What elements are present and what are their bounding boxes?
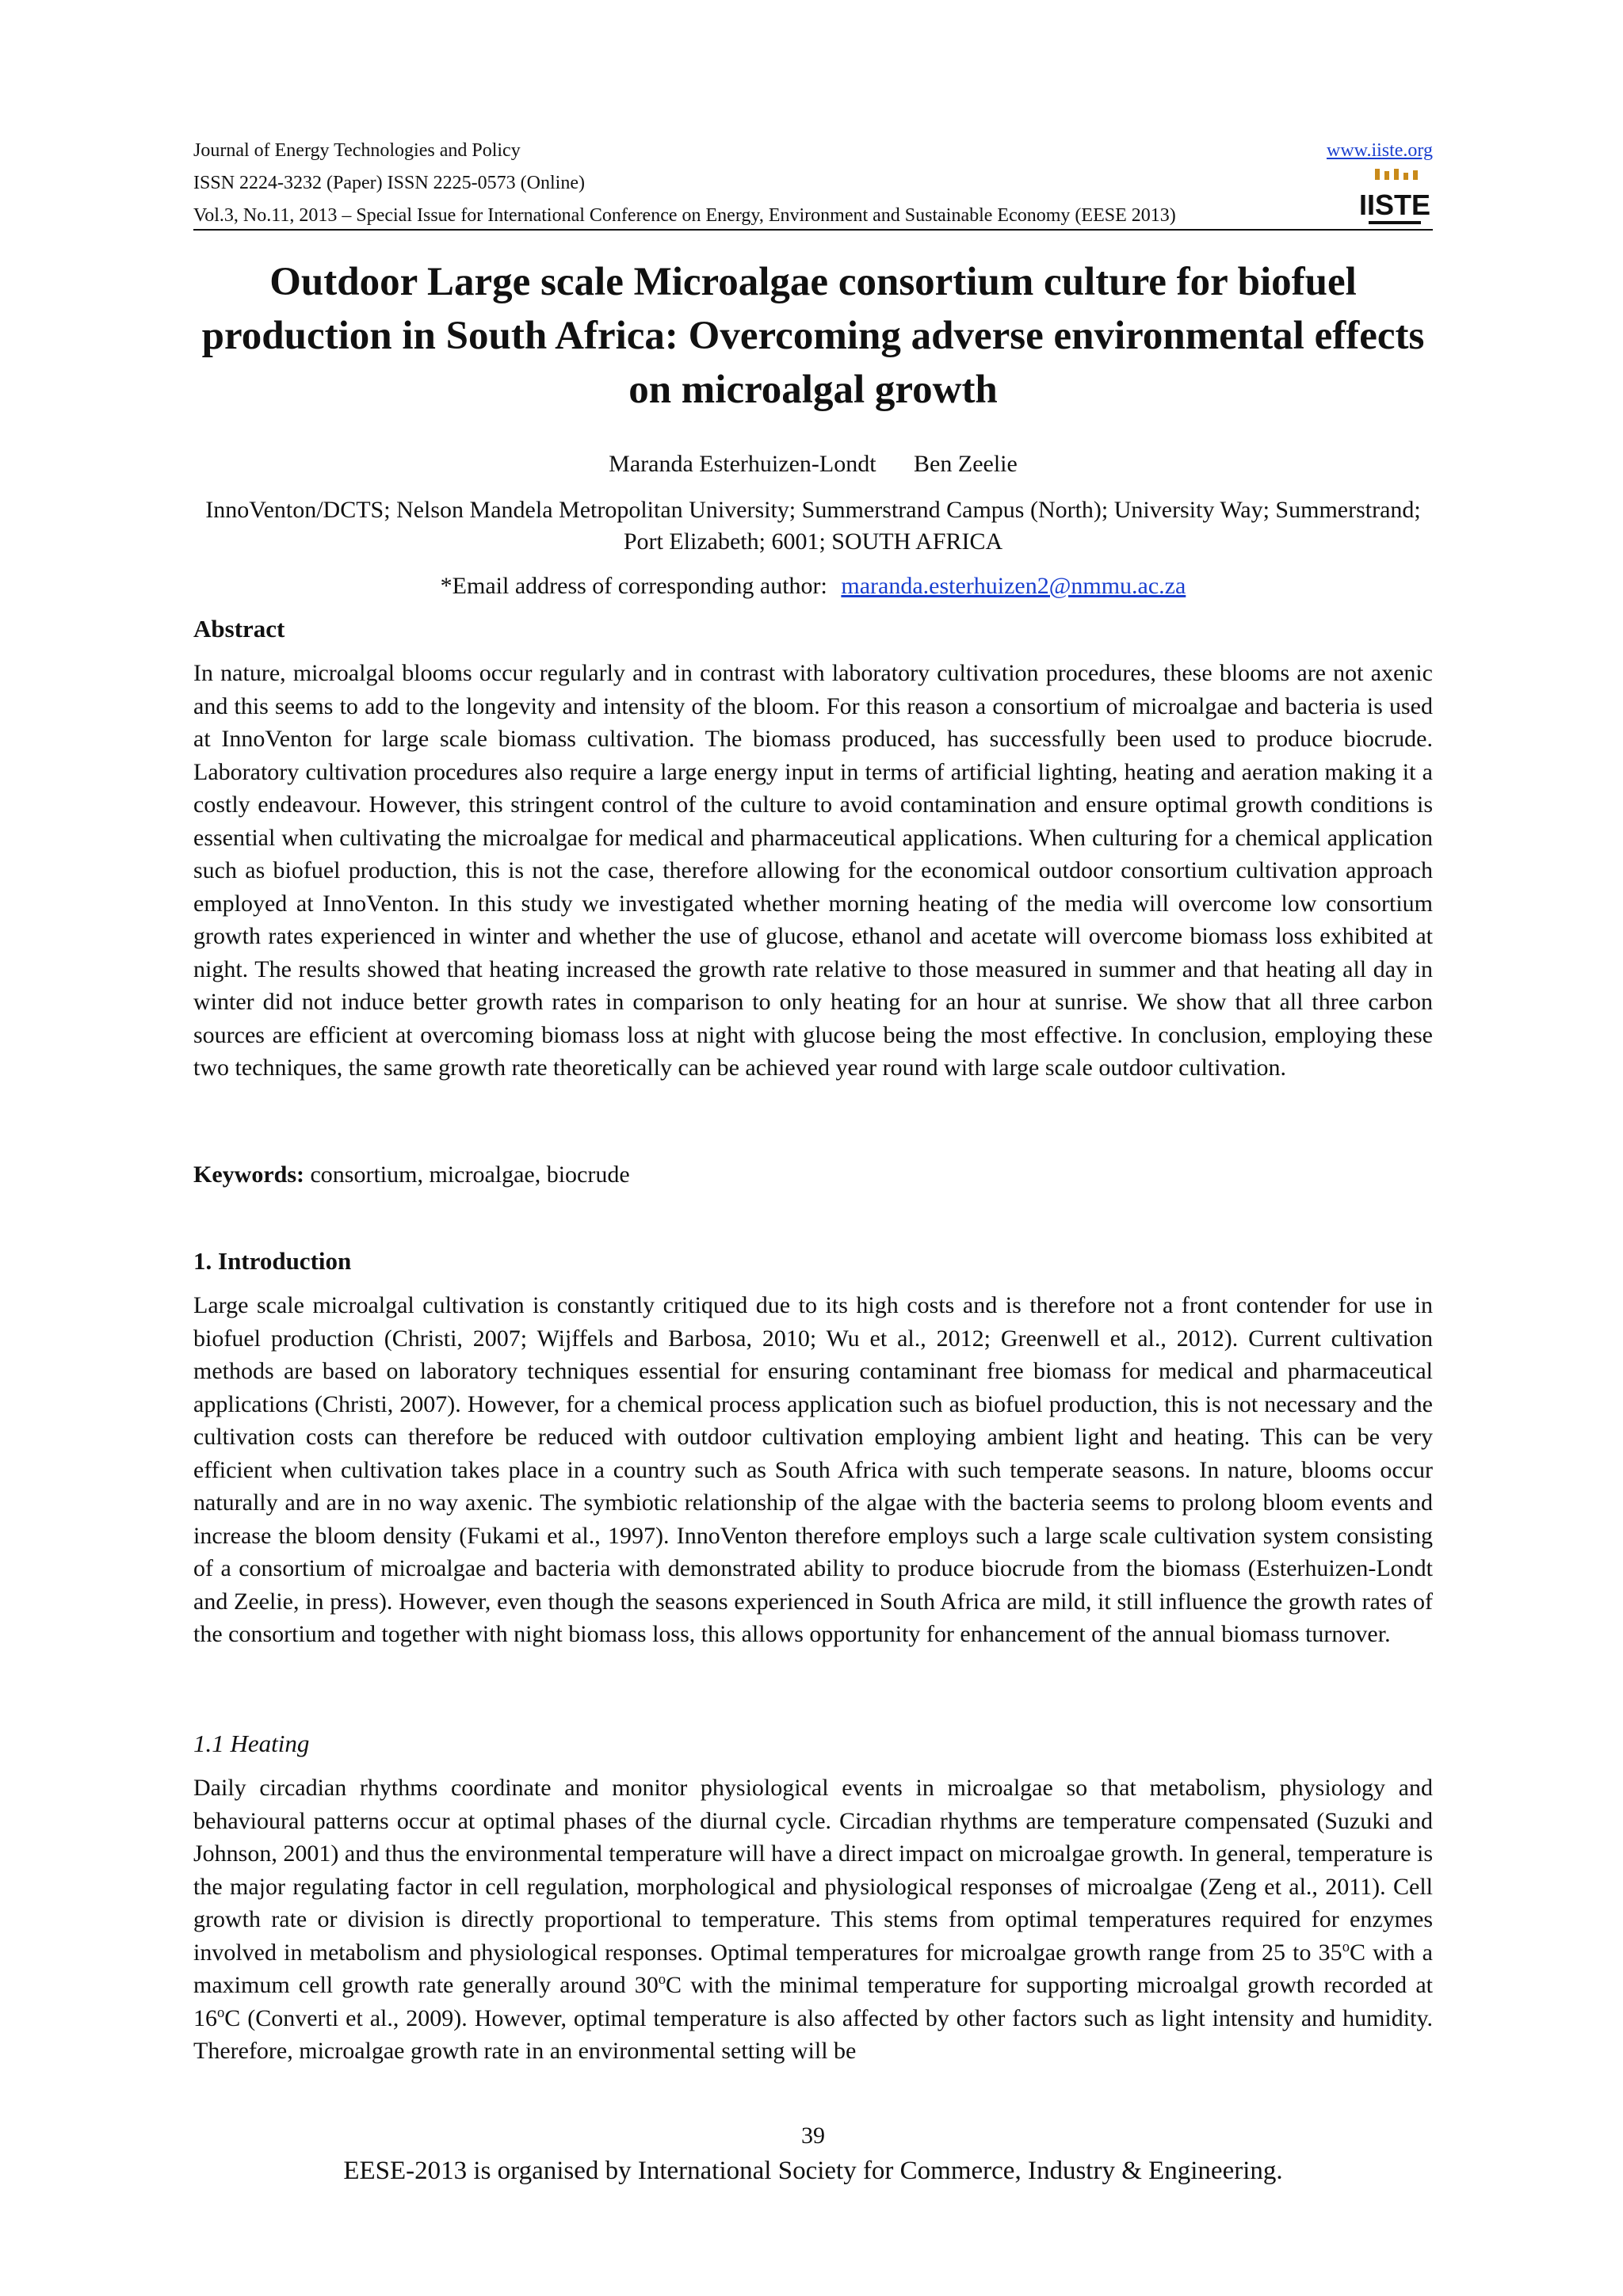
volume-line: Vol.3, No.11, 2013 – Special Issue for International Conference on Energy, Environment and Sustainable Economy (EESE 2013) bbox=[193, 205, 1176, 226]
issn-line: ISSN 2224-3232 (Paper) ISSN 2225-0573 (Online) bbox=[193, 173, 585, 193]
header-divider bbox=[193, 229, 1433, 231]
author-name: Maranda Esterhuizen-Londt bbox=[609, 451, 876, 477]
degree-superscript: o bbox=[217, 2004, 225, 2021]
heating-text-part: C (Converti et al., 2009). However, optimal temperature is also affected by other factors such as light intensity and humidity. Therefore, microalgae growth rate in an environmental setting will be bbox=[193, 2004, 1433, 2064]
section-heading-introduction: 1. Introduction bbox=[193, 1247, 352, 1275]
email-label: *Email address of corresponding author: bbox=[440, 573, 827, 599]
running-header bbox=[193, 135, 1433, 232]
degree-superscript: o bbox=[1342, 1938, 1350, 1955]
author-name: Ben Zeelie bbox=[914, 451, 1018, 477]
subsection-heading-heating: 1.1 Heating bbox=[193, 1730, 310, 1757]
email-link[interactable]: maranda.esterhuizen2@nmmu.ac.za bbox=[841, 573, 1186, 599]
affiliation: InnoVenton/DCTS; Nelson Mandela Metropolitan University; Summerstrand Campus (North); University Way; Summerstrand; Port Elizabeth; 6001; SOUTH AFRICA bbox=[205, 497, 1421, 555]
page-number: 39 bbox=[801, 2122, 825, 2149]
heating-text-part: C with a maximum cell growth rate generally around 30 bbox=[193, 1939, 1433, 1998]
degree-superscript: o bbox=[658, 1971, 666, 1988]
abstract-heading: Abstract bbox=[193, 615, 285, 643]
corresponding-email bbox=[193, 570, 1433, 602]
heating-text-part: C with the minimal temperature for supporting microalgal growth recorded at 16 bbox=[193, 1972, 1433, 2031]
keywords-text: consortium, microalgae, biocrude bbox=[310, 1161, 630, 1188]
paper-title: Outdoor Large scale Microalgae consortium culture for biofuel production in South Africa: Overcoming adverse environmental effects on microalgal growth bbox=[201, 260, 1425, 412]
author-list bbox=[193, 448, 1433, 480]
heating-body bbox=[193, 1772, 1433, 2068]
footer-organiser: EESE-2013 is organised by International Society for Commerce, Industry & Engineering. bbox=[343, 2157, 1283, 2185]
keywords-label: Keywords: bbox=[193, 1161, 304, 1188]
journal-website-link[interactable]: www.iiste.org bbox=[1327, 140, 1433, 161]
journal-name: Journal of Energy Technologies and Policy bbox=[193, 140, 521, 161]
keywords bbox=[193, 1159, 1433, 1191]
iiste-logo bbox=[1358, 169, 1431, 226]
introduction-body: Large scale microalgal cultivation is constantly critiqued due to its high costs and is therefore not a front contender for use in biofuel production (Christi, 2007; Wijffels and Barbosa, 2010; Wu et al., 2012; Greenwell et al., 2012). Current cultivation methods are based on laboratory techniques essential for ensuring contaminant free biomass for medical and pharmaceutical applications (Christi, 2007). However, for a chemical process application such as biofuel production, this is not necessary and the cultivation costs can therefore be reduced with outdoor cultivation employing ambient light and heating. This can be very efficient when cultivation takes place in a country such as South Africa with such temperate seasons. In nature, blooms occur naturally and are in no way axenic. The symbiotic relationship of the algae with the bacteria seems to prolong bloom events and increase the bloom density (Fukami et al., 1997). InnoVenton therefore employs such a large scale cultivation system consisting of a consortium of microalgae and bacteria with demonstrated ability to produce biocrude from the biomass (Esterhuizen-Londt and Zeelie, in press). However, even though the seasons experienced in South Africa are mild, it still influence the growth rates of the consortium and together with night biomass loss, this allows opportunity for enhancement of the annual biomass turnover. bbox=[193, 1292, 1433, 1647]
heating-text-part: Daily circadian rhythms coordinate and monitor physiological events in microalgae so that metabolism, physiology and behavioural patterns occur at optimal phases of the diurnal cycle. Circadian rhythms are temperature compensated (Suzuki and Johnson, 2001) and thus the environmental temperature will have a direct impact on microalgae growth. In general, temperature is the major regulating factor in cell regulation, morphological and physiological responses of microalgae (Zeng et al., 2011). Cell growth rate or division is directly proportional to temperature. This stems from optimal temperatures required for enzymes involved in metabolism and physiological responses. Optimal temperatures for microalgae growth range from 25 to 35 bbox=[193, 1775, 1433, 1966]
svg-text:IISTE: IISTE bbox=[1358, 189, 1431, 221]
abstract-body: In nature, microalgal blooms occur regularly and in contrast with laboratory cultivation procedures, these blooms are not axenic and this seems to add to the longevity and intensity of the bloom. For this reason a consortium of microalgae and bacteria is used at InnoVenton for large scale biomass cultivation. The biomass produced, has successfully been used to produce biocrude. Laboratory cultivation procedures also require a large energy input in terms of artificial lighting, heating and aeration making it a costly endeavour. However, this stringent control of the culture to avoid contamination and ensure optimal growth conditions is essential when cultivating the microalgae for medical and pharmaceutical applications. When culturing for a chemical application such as biofuel production, this is not the case, therefore allowing for the economical outdoor consortium cultivation approach employed at InnoVenton. In this study we investigated whether morning heating of the media will overcome low consortium growth rates experienced in winter and whether the use of glucose, ethanol and acetate will overcome biomass loss exhibited at night. The results showed that heating increased the growth rate relative to those measured in summer and that heating all day in winter did not induce better growth rates in comparison to only heating for an hour at sunrise. We show that all three carbon sources are efficient at overcoming biomass loss at night with glucose being the most effective. In conclusion, employing these two techniques, the same growth rate theoretically can be achieved year round with large scale outdoor cultivation. bbox=[193, 660, 1433, 1081]
